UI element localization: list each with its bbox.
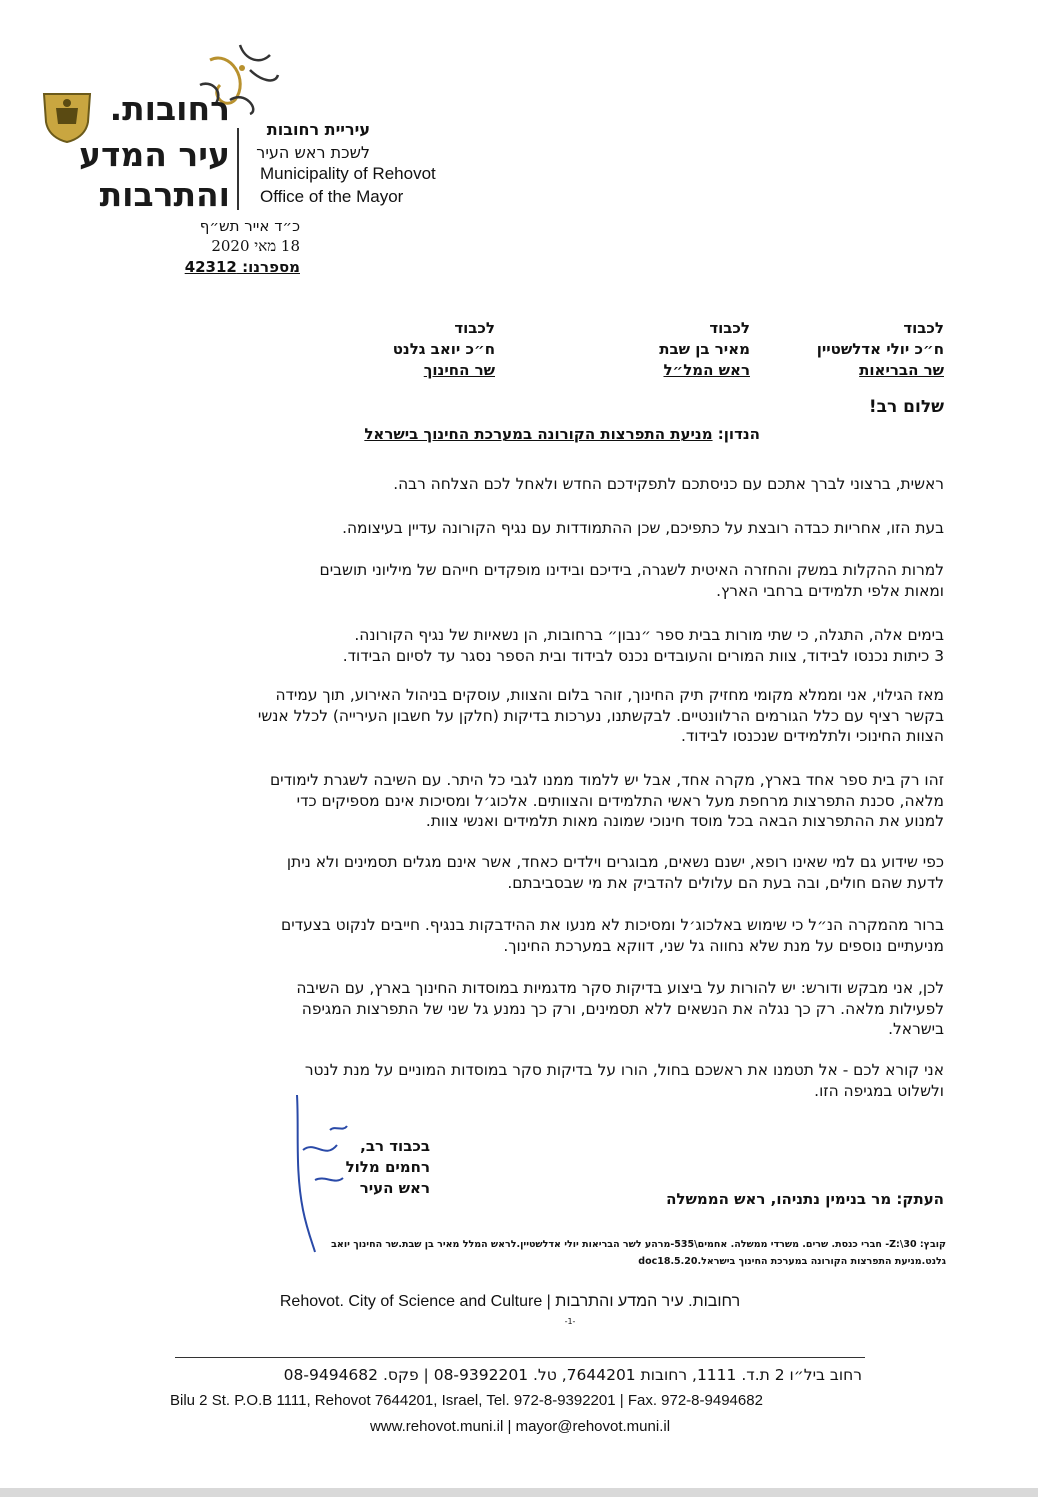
paragraph-line: מניעתיים נוספים על מנת שלא נחווה גל שני, דווקא במערכת החינוך.	[503, 936, 944, 955]
body-paragraph	[90, 770, 944, 832]
closing-block	[300, 1136, 430, 1199]
greeting: שלום רב!	[868, 397, 944, 417]
recipient-block	[760, 318, 944, 381]
footer-divider	[175, 1357, 865, 1358]
paragraph-line: בעת הזו, אחריות כבדה רובצת על כתפיכם, שכן ההתמודדות עם נגיף הקורונה עדיין בעיצומה.	[342, 519, 944, 537]
body-paragraph	[90, 1060, 944, 1101]
city-name-line1: רחובות.	[109, 89, 230, 128]
footer-tagline: Rehovot. City of Science and Culture | רחובות. עיר המדע והתרבות	[279, 1293, 741, 1310]
paragraph-line: מלאה, סכנת התפרצות מרחפת מעל ראשי התלמידים והצוותים. אלכוג׳ל ומסיכות אינם מספיקים כדי	[296, 791, 944, 810]
page-number: -1-	[564, 1317, 576, 1326]
paragraph-line: ולשלוט במגיפה הזו.	[814, 1081, 944, 1100]
paragraph-line: זהו רק בית ספר אחד בארץ, מקרה אחד, אבל יש ללמוד ממנו לגבי כל היתר. עם השיבה לשגרת לימודים	[269, 771, 944, 789]
recipient-title: שר החינוך	[423, 361, 495, 379]
subject-label: הנדון:	[712, 425, 760, 443]
file-path	[160, 1236, 946, 1270]
recipient-block	[560, 318, 750, 381]
paragraph-line: למנוע את ההתפרצות הבאה בכל מוסד חינוכי שמונה מאות תלמידים ואנשי צוות.	[425, 812, 944, 830]
logo-divider	[237, 128, 239, 210]
file-path-line: קובץ: Z:\30- חברי כנסת. שרים. משרדי ממשלה. אחמים\535-מרהע לשר הבריאות יולי אדלשטיין.לראש המלל מאיר בן שבת.שר החינוך יואב	[331, 1239, 946, 1250]
body-paragraph	[90, 685, 944, 747]
paragraph-line: כפי שידוע גם למי שאינו רופא, ישנם נשאים, מבוגרים וילדים כאחד, אשר אינם מגלים תסמינים ולא ניתן	[286, 853, 944, 871]
recipient-name: ח״כ יואב גלנט	[392, 340, 495, 358]
paragraph-line: אני קורא לכם - אל תטמנו את ראשכם בחול, הורו על בדיקות סקר במוסדות המוניים על מנת לנטר	[304, 1061, 944, 1079]
organization-name-hebrew: עיריית רחובות	[266, 120, 370, 139]
closing-regards: בכבוד רב,	[360, 1137, 430, 1155]
subject-text: מניעת התפרצות הקורונה במערכת החינוך בישראל	[364, 425, 713, 443]
reference-number: מספרנו: 42312	[184, 258, 300, 276]
city-name-line3: והתרבות	[99, 175, 230, 214]
paragraph-line: ומאות אלפי תלמידים ברחבי הארץ.	[716, 581, 944, 600]
paragraph-line: לכן, אני מבקש ודורש: יש להורות על ביצוע בדיקות סקר מדגמיות במוסדות החינוך בארץ, עם השיבה	[296, 979, 944, 997]
recipient-name: ח״כ יולי אדלשטיין	[816, 340, 944, 358]
paragraph-line: לפעילות מלאה. רק כך נגלה את הנשאים ללא תסמינים, ורק כך נמנע גל שני של התפרצות המגיפה	[301, 999, 944, 1018]
recipient-salutation: לכבוד	[903, 319, 944, 337]
body-paragraph	[90, 852, 944, 893]
recipient-salutation: לכבוד	[454, 319, 495, 337]
city-name-line2: עיר המדע	[79, 135, 230, 174]
body-paragraph	[90, 625, 944, 666]
office-name-hebrew: לשכת ראש העיר	[256, 143, 370, 162]
paragraph-line: הצוות החינוכי ולתלמידים שנכנסו לבידוד.	[680, 727, 944, 745]
footer-address-english: Bilu 2 St. P.O.B 1111, Rehovot 7644201, Israel, Tel. 972-8-9392201 | Fax. 972-8-9494682	[170, 1392, 763, 1409]
body-paragraph	[90, 560, 944, 601]
subject-line	[240, 425, 760, 443]
organization-name-english: Municipality of Rehovot	[260, 164, 436, 183]
body-paragraph	[90, 978, 944, 1040]
signer-name: רחמים מלול	[345, 1158, 430, 1176]
recipient-block	[300, 318, 495, 381]
office-name-english: Office of the Mayor	[260, 187, 404, 206]
paragraph-line: למרות ההקלות במשק והחזרה האיטית לשגרה, בידיכם ובידינו מופקדים חייהם של מיליוני תושבים	[319, 561, 944, 579]
recipient-title: שר הבריאות	[859, 361, 944, 379]
paragraph-line: 3 כיתות נכנסו לבידוד, צוות המורים והעובדים נכנס לבידוד ובית הספר נסגר עד לסיום הבידוד.	[342, 646, 944, 665]
body-paragraph	[90, 915, 944, 956]
recipient-name: מאיר בן שבת	[659, 340, 750, 358]
date-gregorian: 18 מאי 2020	[211, 237, 300, 255]
date-hebrew: כ״ד אייר תש״ף	[199, 217, 300, 235]
body-paragraph	[90, 518, 944, 539]
paragraph-line: בימים אלה, התגלה, כי שתי מורות בבית ספר ״נבון״ ברחובות, הן נשאיות של נגיף הקורונה.	[354, 626, 944, 644]
recipient-salutation: לכבוד	[709, 319, 750, 337]
body-paragraph	[90, 474, 944, 495]
paragraph-line: בישראל.	[888, 1020, 944, 1038]
paragraph-line: ברור מהמקרה הנ״ל כי שימוש באלכוג׳ל ומסיכות לא מנעו את ההידבקות בנגיף. חייבים לנקוט בצעדים	[281, 916, 944, 934]
paragraph-line: ראשית, ברצוני לברך אתכם עם כניסתכם לתפקידכם החדש ולאחל לכם הצלחה רבה.	[393, 475, 944, 493]
paragraph-line: מאז הגילוי, אני וממלא מקומי מחזיק תיק החינוך, זוהר בלום והצוות, עוסקים בניהול האירוע, תוך עמידה	[275, 686, 944, 704]
paragraph-line: לדעת שהם חולים, ובה בעת הם עלולים להדביק את מי שבסביבתם.	[507, 873, 944, 892]
signer-title: ראש העיר	[359, 1179, 430, 1197]
copy-to-line: העתק: מר בנימין נתניהו, ראש הממשלה	[666, 1190, 944, 1208]
footer-address-hebrew: רחוב ביל״ו 2 ת.ד. 1111, רחובות 7644201, טל. 08-9392201 | פקס. 08-9494682	[283, 1366, 862, 1384]
scan-edge	[0, 1488, 1038, 1497]
file-path-line: גלנט.מניעת התפרצות הקורונה במערכת החינוך בישראל.doc18.5.20	[638, 1256, 946, 1267]
paragraph-line: בקשר רציף עם כלל הגורמים הרלוונטיים. לבקשתנו, נערכות בדיקות (חלקן על חשבון העירייה) לכלל אנשי	[257, 706, 944, 725]
footer-web-contact: www.rehovot.muni.il | mayor@rehovot.muni.il	[369, 1418, 671, 1435]
recipient-title: ראש המל״ל	[663, 361, 750, 379]
